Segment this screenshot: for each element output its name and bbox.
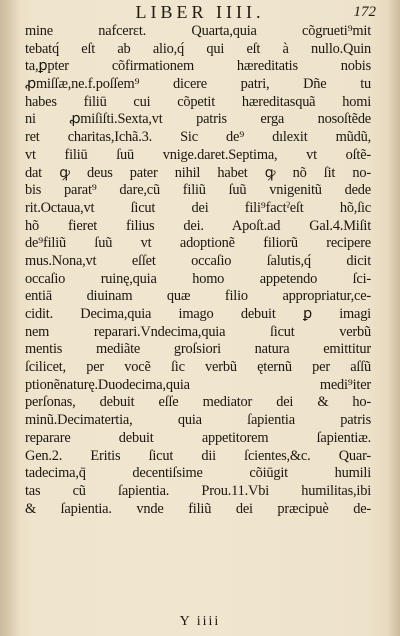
signature-mark: Y iiii (179, 614, 221, 629)
text-line: vt filiū ſuū vnige.daret.Septima, vt oſtẽ- (25, 146, 371, 163)
body-text (25, 23, 371, 518)
text-line: & ſapientia. vnde filiũ dei præcipuè de- (25, 500, 371, 517)
folio-number: 172 (353, 4, 376, 20)
text-line: ꝓmiſſæ,ne.f.poſſem⁹ dicere patri, Dñe tu (25, 76, 371, 93)
text-line: ret charitas,Ichã.3. Sic de⁹ dılexit mũdũ, (25, 129, 371, 146)
text-line: Gen.2. Eritis ſicut dii ſcientes,&c. Quar- (25, 447, 371, 464)
text-line: rit.Octaua,vt ſicut dei fili⁹factˀeſt hõ,ſic (25, 199, 371, 216)
text-line: minũ.Decimatertia, quia ſapientia patris (25, 412, 371, 429)
text-line: mus.Nona,vt eſſet occaſio ſalutis,q́ dicit (25, 252, 371, 269)
text-line: reparare debuit appetitorem ſapientiæ. (25, 429, 371, 446)
text-line: de⁹filiũ ſuũ vt adoptionẽ filiorũ recipere (25, 235, 371, 252)
text-line: hõ fieret filius dei. Apoſt.ad Gal.4.Miſit (25, 217, 371, 234)
text-line: ni ꝓmiſiſti.Sexta,vt patris erga nosoſtẽde (25, 111, 371, 128)
text-line: ta,ꝑpter cõfirmationem hæreditatis nobis (25, 58, 371, 75)
gutter-shadow (0, 0, 20, 636)
text-line: tebatq́ eſt ab alio,q́ qui eſt à nullo.Quin (25, 40, 371, 57)
page-header (0, 0, 400, 24)
text-line: ptionẽnaturę.Duodecima,quia medi⁹iter (25, 376, 371, 393)
text-line: cidit. Decima,quia imago debuit ꝑ imagi (25, 306, 371, 322)
text-line: dat ꝙ deus pater nihil habet ꝙ nõ ſit no- (25, 164, 371, 181)
running-head: LIBER IIII. (135, 2, 265, 22)
text-line: ſcilicet, per vocẽ ſic verbũ ęternũ per aſſũ (25, 359, 371, 376)
text-line: mentis mediãte groſsiori natura emittitur (25, 341, 371, 358)
text-line: occaſio ruinę,quia homo appetendo ſci- (25, 270, 371, 287)
page-edge-shade (388, 0, 400, 636)
text-line: bis parat⁹ dare,cũ filiũ ſuũ vnigenitũ dede (25, 182, 371, 199)
text-line: entiā diuinam quæ filio appropriatur,ce- (25, 288, 371, 305)
text-line: nem reparari.Vndecima,quia ſicut verbũ (25, 323, 371, 340)
text-line: mine nafcerɛt. Quarta,quia cõgrueti⁹mit (25, 23, 371, 39)
text-line: tadecima,q̄ decentiſsime cõiūgit humili (25, 465, 371, 482)
text-line: habes filiū cui cõpetit hæreditasquã homi (25, 93, 371, 110)
text-line: tas cũ ſapientia. Prou.11.Vbi humilitas,ibi (25, 482, 371, 499)
text-line: perſonas, debuit eſſe mediator dei & ho- (25, 394, 371, 411)
